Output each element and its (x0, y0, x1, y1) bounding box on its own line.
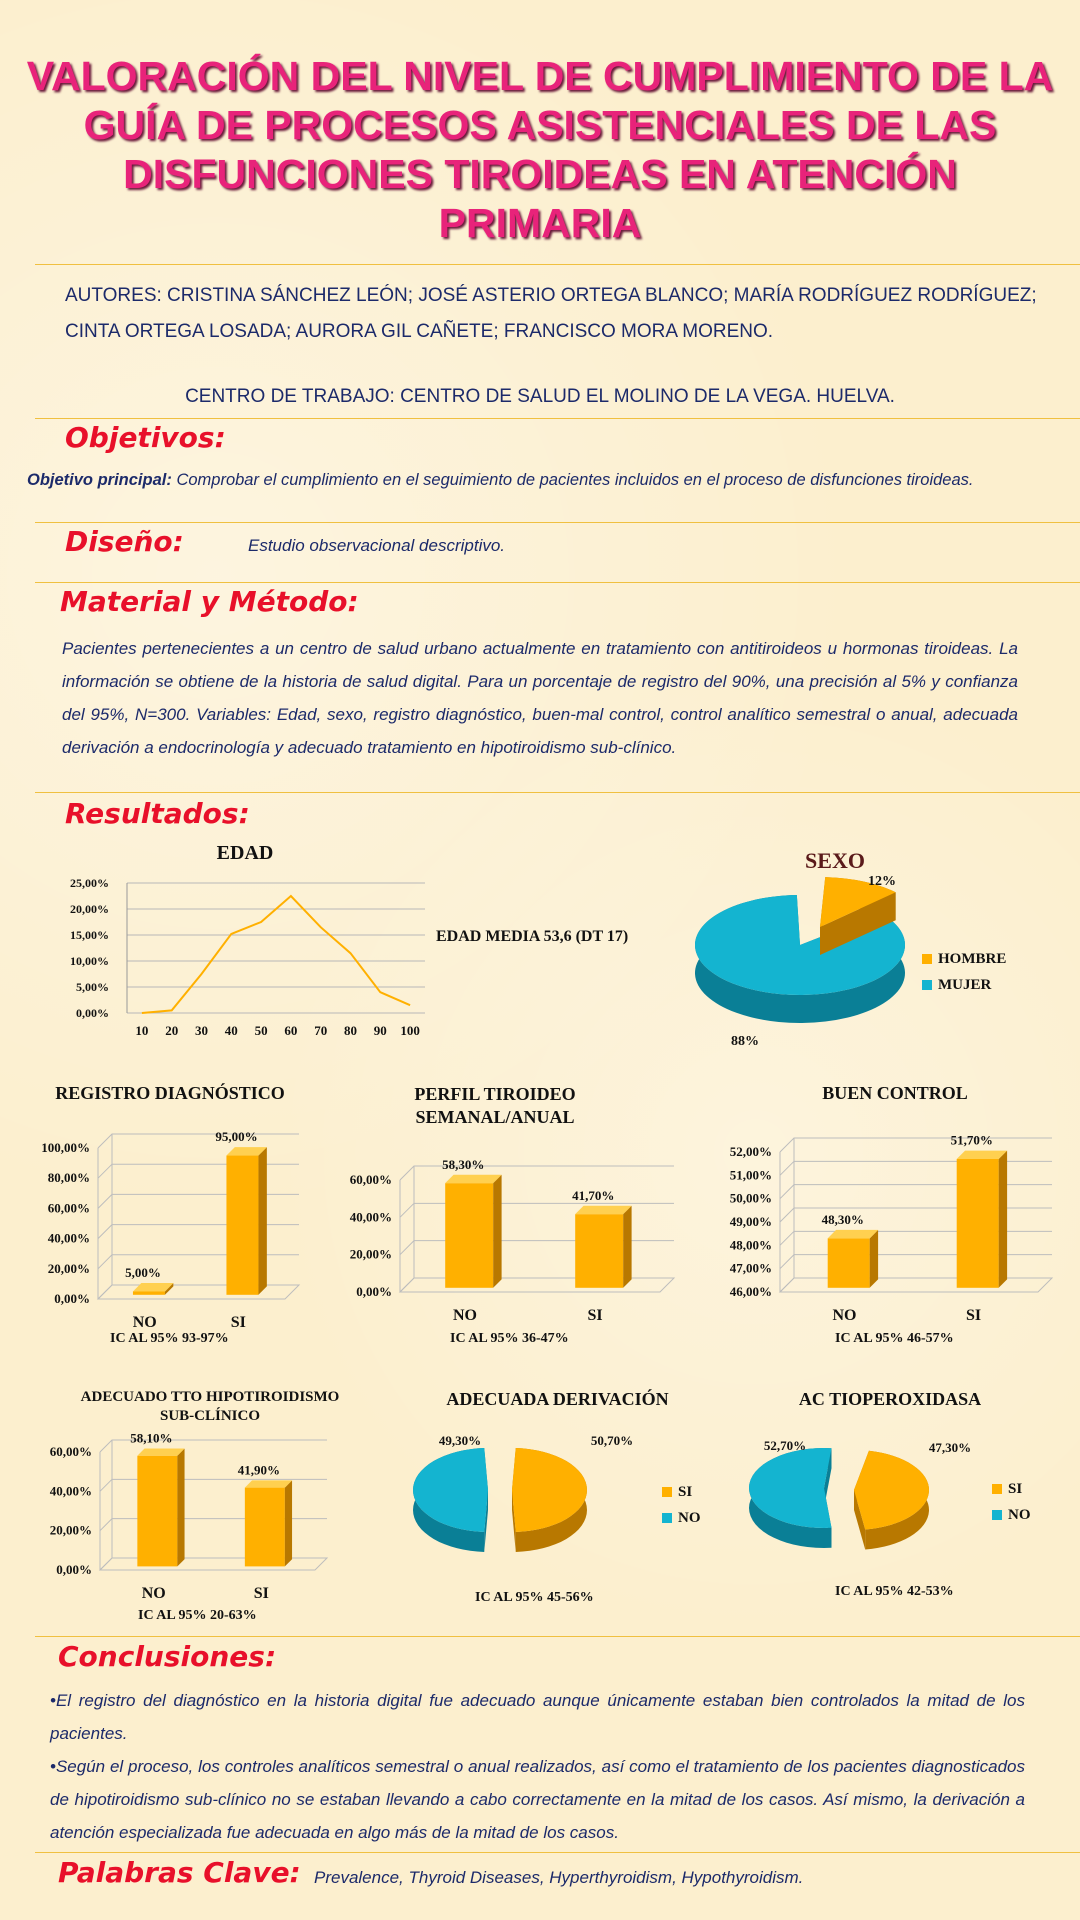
control-gridline (780, 1161, 1052, 1175)
sexo-legend-label: HOMBRE (938, 951, 1007, 967)
edad-ytick: 0,00% (76, 1006, 109, 1020)
perfil-bar-top (445, 1175, 501, 1183)
hipo-ytick: 20,00% (49, 1522, 92, 1538)
edad-ytick: 25,00% (70, 876, 109, 890)
control-bar-no (828, 1238, 870, 1287)
diseno-text: Estudio observacional descriptivo. (248, 536, 506, 555)
perfil-ytick: 20,00% (349, 1246, 392, 1262)
control-category-label: SI (965, 1307, 982, 1324)
perfil-data-label: 41,70% (572, 1187, 615, 1203)
hipo-bar-no (137, 1456, 177, 1567)
hipo-ci: IC AL 95% 20-63% (138, 1608, 257, 1623)
sexo-legend-label: MUJER (938, 977, 992, 993)
hipo-ytick: 60,00% (49, 1444, 92, 1459)
control-gridline (780, 1185, 1052, 1199)
edad-xtick: 10 (135, 1023, 149, 1038)
perfil-gridline (400, 1278, 674, 1292)
registro-category-label: NO (132, 1314, 157, 1331)
perfil-gridline (400, 1203, 674, 1217)
perfil-bar-no (445, 1183, 493, 1288)
edad-xtick: 30 (195, 1023, 208, 1038)
hipo-data-label: 41,90% (237, 1462, 280, 1478)
hipo-ytick: 40,00% (49, 1483, 92, 1499)
hipo-bar-top (245, 1480, 292, 1487)
tpo-legend-swatch (992, 1484, 1002, 1494)
edad-ytick: 10,00% (70, 954, 109, 968)
control-ytick: 47,00% (729, 1260, 772, 1276)
palabras-clave-text: Prevalence, Thyroid Diseases, Hyperthyroidism, Hypothyroidism. (314, 1868, 804, 1887)
control-ci: IC AL 95% 46-57% (835, 1331, 954, 1346)
hipo-bar-side (177, 1449, 184, 1567)
derivacion-legend-label: SI (678, 1484, 693, 1500)
control-ytick: 49,00% (729, 1214, 772, 1229)
diseno-heading: Diseño: (65, 525, 184, 558)
registro-bar-no (133, 1291, 165, 1294)
derivacion-data-label: 49,30% (438, 1433, 482, 1448)
control-floor (780, 1278, 1052, 1292)
material-text: Pacientes pertenecientes a un centro de salud urbano actualmente en tratamiento con antitiroideos u hormonas tiroideas. La información se obtiene de la historia de salud digital. Para un porcentaje de registro del 90%, una precisión al 5% y confianza del 95%, N=300. Variables: Edad, sexo, registro diagnóstico, buen-mal control, control analítico semestral o anual, adecuada derivación a endocrinología y adecuado tratamiento en hipotiroidismo sub-clínico. (62, 639, 1018, 757)
material-heading: Material y Método: (60, 585, 359, 618)
control-ytick: 48,00% (729, 1237, 772, 1253)
objetivo-text: Comprobar el cumplimiento en el seguimiento de pacientes incluidos en el proceso de disfunciones tiroideas. (171, 471, 974, 489)
registro-gridline (98, 1285, 299, 1299)
registro-ci: IC AL 95% 93-97% (110, 1331, 229, 1346)
authors-line-2: CINTA ORTEGA LOSADA; AURORA GIL CAÑETE; FRANCISCO MORA MORENO. (65, 321, 774, 342)
hipo-ytick: 0,00% (56, 1562, 92, 1577)
edad-xtick: 90 (373, 1023, 387, 1038)
tpo-data-label: 47,30% (928, 1440, 972, 1455)
edad-xtick: 40 (224, 1023, 238, 1038)
registro-ytick: 80,00% (47, 1170, 90, 1186)
control-ytick: 52,00% (729, 1144, 772, 1159)
registro-data-label: 5,00% (125, 1265, 161, 1281)
perfil-bar-side (493, 1175, 501, 1288)
derivacion-ci: IC AL 95% 45-56% (475, 1590, 594, 1605)
registro-bar-side (258, 1147, 266, 1295)
control-gridline (780, 1255, 1052, 1269)
registro-ytick: 100,00% (41, 1140, 90, 1155)
hipo-bar-side (285, 1480, 292, 1566)
perfil-ytick: 40,00% (349, 1209, 392, 1225)
edad-xtick: 70 (314, 1023, 328, 1038)
registro-ytick: 60,00% (47, 1200, 90, 1216)
hipo-data-label: 58,10% (130, 1430, 173, 1446)
sexo-data-label: 88% (731, 1034, 759, 1049)
registro-ytick: 20,00% (47, 1260, 90, 1276)
registro-category-label: SI (230, 1314, 246, 1331)
edad-xtick: 100 (400, 1023, 420, 1038)
registro-chart-title: REGISTRO DIAGNÓSTICO (55, 1083, 285, 1103)
perfil-bar-top (575, 1206, 631, 1214)
tpo-chart-title: AC TIOPEROXIDASA (798, 1389, 982, 1409)
derivacion-legend-swatch (662, 1487, 672, 1497)
edad-xtick: 20 (165, 1023, 179, 1038)
perfil-gridline (400, 1241, 674, 1255)
perfil-bar-side (623, 1206, 631, 1288)
conclusion-2: •Según el proceso, los controles analíticos semestral o anual realizados, así como el tratamiento de los pacientes diagnosticados de hipotiroidismo sub-clínico no se estaban llevando a cabo correctamente en la mitad de los casos. Así mismo, la derivación a atención especializada fue adecuada en algo más de la mitad de los casos. (50, 1757, 1025, 1842)
poster-title: VALORACIÓN DEL NIVEL DE CUMPLIMIENTO DE LA GUÍA DE PROCESOS ASISTENCIALES DE LAS DISFUNCIONES TIROIDEAS EN ATENCIÓN PRIMARIA (26, 53, 1054, 246)
control-chart-title: BUEN CONTROL (822, 1083, 968, 1103)
divider (35, 1636, 1080, 1637)
edad-ytick: 5,00% (76, 980, 109, 994)
edad-ytick: 20,00% (70, 902, 109, 916)
objetivos-heading: Objetivos: (65, 421, 226, 454)
palabras-clave-heading: Palabras Clave: (58, 1856, 301, 1889)
tpo-legend-label: SI (1008, 1481, 1023, 1497)
perfil-category-label: NO (453, 1307, 477, 1324)
control-gridline (780, 1231, 1052, 1245)
conclusiones-heading: Conclusiones: (58, 1640, 277, 1673)
perfil-floor (400, 1278, 674, 1292)
hipo-floor (100, 1558, 327, 1570)
control-bar-top (957, 1151, 1007, 1159)
edad-media: EDAD MEDIA 53,6 (DT 17) (436, 928, 629, 945)
control-bar-si (957, 1159, 999, 1288)
registro-gridline (98, 1164, 299, 1178)
control-ytick: 50,00% (729, 1190, 772, 1206)
edad-xtick: 80 (344, 1023, 357, 1038)
hipo-bar-top (137, 1449, 184, 1456)
control-gridline (780, 1138, 1052, 1152)
control-gridline (780, 1278, 1052, 1292)
hipo-bar-si (245, 1488, 285, 1567)
perfil-ci: IC AL 95% 36-47% (450, 1331, 569, 1346)
hipo-category-label: SI (253, 1585, 269, 1602)
authors-line-1: AUTORES: CRISTINA SÁNCHEZ LEÓN; JOSÉ ASTERIO ORTEGA BLANCO; MARÍA RODRÍGUEZ RODRÍGUEZ; (65, 285, 1037, 306)
registro-bar-si (226, 1156, 258, 1295)
hipo-gridline (100, 1558, 327, 1570)
registro-gridline (98, 1194, 299, 1208)
derivacion-legend-label: NO (678, 1510, 701, 1526)
control-bar-side (999, 1151, 1007, 1288)
registro-floor (98, 1285, 299, 1299)
conclusion-1: •El registro del diagnóstico en la historia digital fue adecuado aunque únicamente estaban bien controlados la mitad de los pacientes. (50, 1691, 1025, 1743)
registro-ytick: 40,00% (47, 1230, 90, 1246)
hipo-gridline (100, 1519, 327, 1531)
resultados-heading: Resultados: (65, 797, 250, 830)
edad-ytick: 15,00% (70, 928, 109, 942)
divider (35, 1852, 1080, 1853)
registro-gridline (98, 1134, 299, 1148)
derivacion-chart-title: ADECUADA DERIVACIÓN (446, 1389, 669, 1409)
hipo-category-label: NO (141, 1585, 166, 1602)
hipo-gridline (100, 1479, 327, 1491)
perfil-chart-title: PERFIL TIROIDEO SEMANAL/ANUAL (414, 1084, 576, 1127)
perfil-category-label: SI (587, 1307, 603, 1324)
objetivo-label: Objetivo principal: (27, 471, 172, 489)
control-data-label: 48,30% (821, 1211, 864, 1227)
hipo-chart-title: ADECUADO TTO HIPOTIROIDISMO SUB-CLÍNICO (80, 1389, 340, 1424)
control-category-label: NO (832, 1307, 857, 1324)
tpo-legend-label: NO (1008, 1507, 1031, 1523)
registro-gridline (98, 1225, 299, 1239)
perfil-bar-si (575, 1214, 623, 1288)
perfil-ytick: 60,00% (349, 1172, 392, 1187)
edad-xtick: 60 (284, 1023, 298, 1038)
registro-data-label: 95,00% (215, 1129, 258, 1145)
control-data-label: 51,70% (950, 1132, 993, 1148)
tpo-ci: IC AL 95% 42-53% (835, 1584, 954, 1599)
control-bar-top (828, 1230, 878, 1238)
sexo-data-label: 12% (868, 874, 896, 889)
derivacion-legend-swatch (662, 1513, 672, 1523)
registro-ytick: 0,00% (54, 1291, 90, 1306)
control-bar-side (870, 1230, 878, 1288)
tpo-data-label: 52,70% (763, 1438, 807, 1453)
edad-chart-title: EDAD (216, 842, 274, 864)
control-ytick: 51,00% (729, 1167, 772, 1183)
derivacion-data-label: 50,70% (590, 1433, 634, 1448)
edad-xtick: 50 (254, 1023, 268, 1038)
tpo-legend-swatch (992, 1510, 1002, 1520)
sexo-chart-title: SEXO (805, 848, 865, 873)
perfil-ytick: 0,00% (356, 1284, 392, 1299)
perfil-data-label: 58,30% (442, 1156, 485, 1172)
control-ytick: 46,00% (729, 1284, 772, 1299)
work-center: CENTRO DE TRABAJO: CENTRO DE SALUD EL MOLINO DE LA VEGA. HUELVA. (185, 386, 895, 407)
